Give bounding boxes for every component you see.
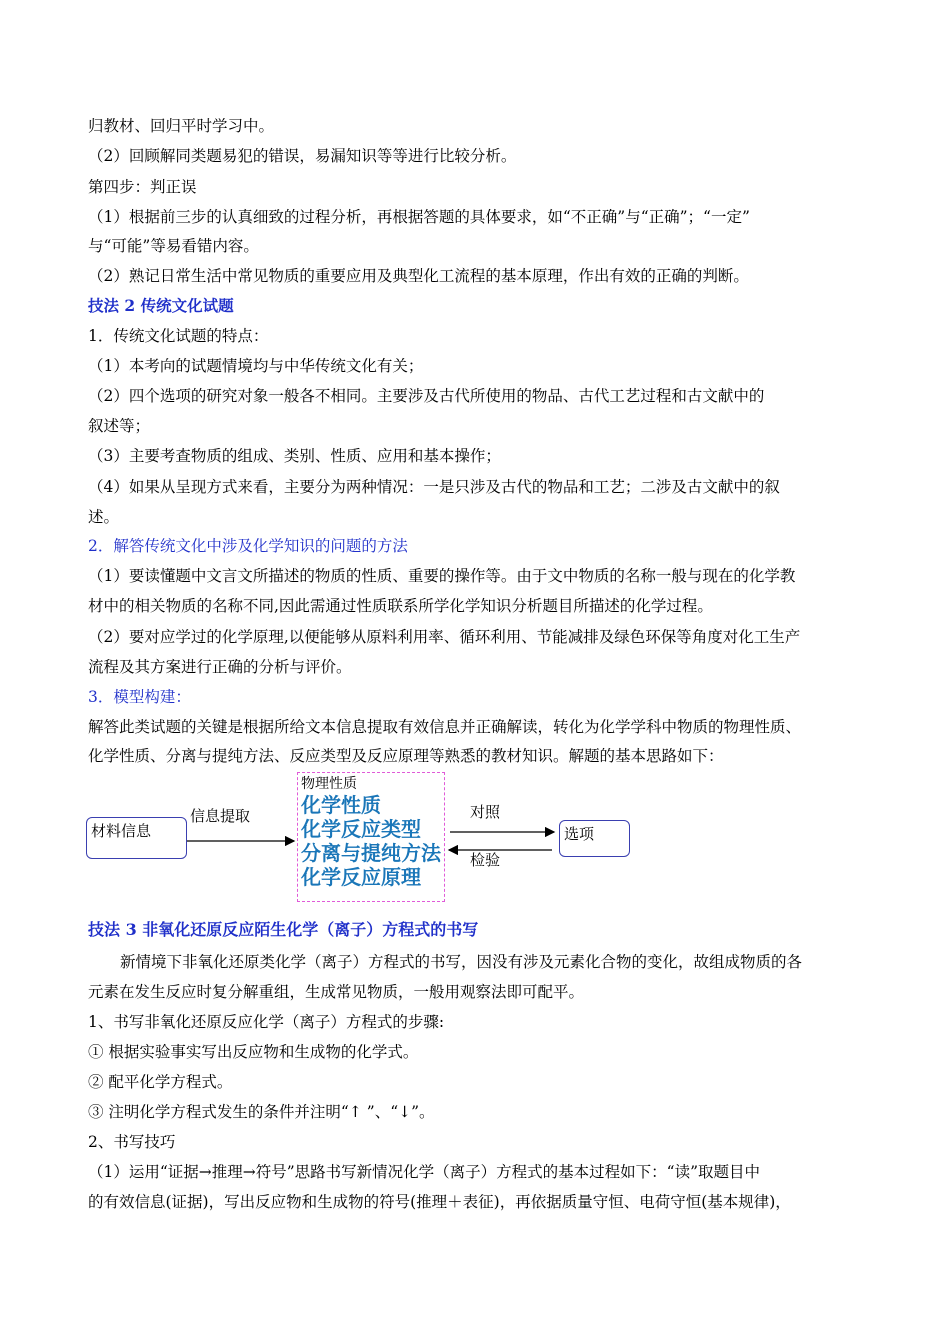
option-label: 选项 — [564, 825, 595, 843]
check-label: 检验 — [470, 851, 501, 869]
paragraph-line: （2）要对应学过的化学原理,以便能够从原料利用率、循环利用、节能减排及绿色环保等角度对化工生产 — [88, 628, 801, 646]
paragraph-line: 新情境下非氧化还原类化学（离子）方程式的书写，因没有涉及元素化合物的变化，故组成物质的各 — [120, 953, 803, 971]
section-heading-technique-2: 技法 2 传统文化试题 — [88, 296, 234, 315]
paragraph-line: 的有效信息(证据)，写出反应物和生成物的符号(推理＋表征)，再依据质量守恒、电荷守恒(基本规律)， — [88, 1193, 791, 1211]
paragraph-line: 流程及其方案进行正确的分析与评价。 — [88, 658, 352, 676]
paragraph-line: ② 配平化学方程式。 — [88, 1073, 233, 1091]
subsection-heading: 2．解答传统文化中涉及化学知识的问题的方法 — [88, 537, 408, 555]
compare-label: 对照 — [470, 803, 501, 821]
paragraph-line: 归教材、回归平时学习中。 — [88, 117, 275, 135]
paragraph-line: （1）本考向的试题情境均与中华传统文化有关； — [88, 357, 424, 375]
paragraph-line: 叙述等； — [88, 417, 151, 435]
physical-property-label: 物理性质 — [301, 776, 357, 792]
paragraph-line: （2）四个选项的研究对象一般各不相同。主要涉及古代所使用的物品、古代工艺过程和古文献中的 — [88, 387, 765, 405]
paragraph-line: ① 根据实验事实写出反应物和生成物的化学式。 — [88, 1043, 419, 1061]
paragraph-line: （2）熟记日常生活中常见物质的重要应用及典型化工流程的基本原理，作出有效的正确的判断。 — [88, 267, 749, 285]
paragraph-line: （3）主要考查物质的组成、类别、性质、应用和基本操作； — [88, 447, 501, 465]
paragraph-line: （2）回顾解同类题易犯的错误，易漏知识等等进行比较分析。 — [88, 147, 517, 165]
paragraph-line: 述。 — [88, 508, 120, 526]
paragraph-line: （1）根据前三步的认真细致的过程分析，再根据答题的具体要求，如“不正确”与“正确”；“一定” — [88, 208, 750, 226]
paragraph-line: （1）运用“证据→推理→符号”思路书写新情况化学（离子）方程式的基本过程如下：“读”取题目中 — [88, 1163, 761, 1181]
knowledge-item: 化学反应类型 — [301, 817, 421, 841]
paragraph-line: 解答此类试题的关键是根据所给文本信息提取有效信息并正确解读，转化为化学学科中物质的物理性质、 — [88, 718, 802, 736]
paragraph-line: （1）要读懂题中文言文所描述的物质的性质、重要的操作等。由于文中物质的名称一般与现在的化学教 — [88, 567, 796, 585]
knowledge-item: 分离与提纯方法 — [301, 841, 441, 865]
material-info-label: 材料信息 — [91, 822, 152, 840]
knowledge-item: 化学反应原理 — [301, 865, 421, 889]
step-heading: 第四步：判正误 — [88, 178, 197, 196]
paragraph-line: 元素在发生反应时复分解重组，生成常见物质，一般用观察法即可配平。 — [88, 983, 585, 1001]
paragraph-line: （4）如果从呈现方式来看，主要分为两种情况：一是只涉及古代的物品和工艺；二涉及古文献中的叙 — [88, 478, 780, 496]
section-heading-technique-3: 技法 3 非氧化还原反应陌生化学（离子）方程式的书写 — [88, 920, 479, 939]
paragraph-line: 与“可能”等易看错内容。 — [88, 237, 259, 255]
subsection-heading: 3．模型构建： — [88, 688, 191, 706]
paragraph-line: ③ 注明化学方程式发生的条件并注明“↑ ”、“↓”。 — [88, 1103, 435, 1121]
paragraph-line: 2、书写技巧 — [88, 1133, 176, 1151]
knowledge-item: 化学性质 — [301, 793, 381, 817]
paragraph-line: 化学性质、分离与提纯方法、反应类型及反应原理等熟悉的教材知识。解题的基本思路如下： — [88, 747, 724, 765]
paragraph-line: 1．传统文化试题的特点： — [88, 327, 269, 345]
paragraph-line: 材中的相关物质的名称不同,因此需通过性质联系所学化学知识分析题目所描述的化学过程。 — [88, 597, 713, 615]
paragraph-line: 1、书写非氧化还原反应化学（离子）方程式的步骤: — [88, 1013, 445, 1031]
extract-label: 信息提取 — [190, 807, 251, 825]
